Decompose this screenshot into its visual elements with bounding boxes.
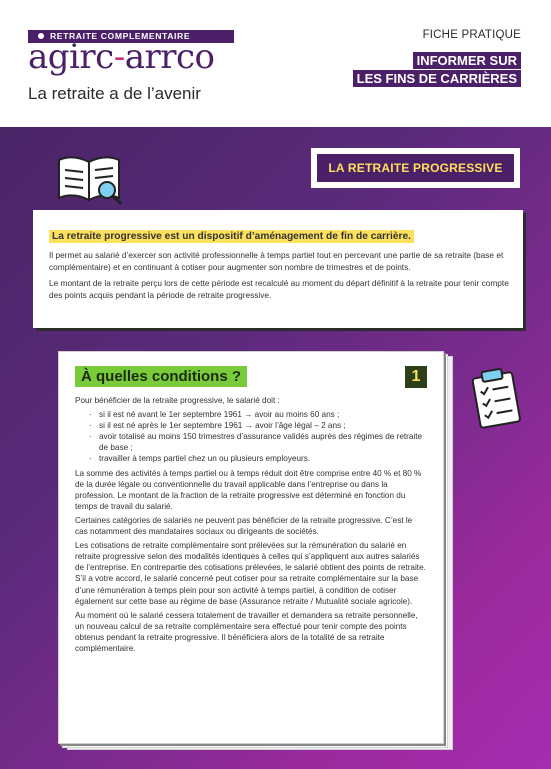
list-item: · travailler à temps partiel chez un ou plusieurs employeurs. <box>99 453 427 464</box>
intro-box <box>33 210 523 328</box>
book-magnifier-icon <box>55 150 125 206</box>
fiche-label: FICHE PRATIQUE <box>422 29 521 41</box>
section-number: 1 <box>405 366 427 388</box>
logo-left: agirc <box>28 37 114 77</box>
logo-separator: - <box>113 37 125 77</box>
list-item: · si il est né après le 1er septembre 1961 → avoir l’âge légal – 2 ans ; <box>99 420 427 431</box>
section-body <box>75 395 427 654</box>
intro-paragraph-1: Il permet au salarié d’exercer son activité professionnelle à temps partiel tout en percevant une partie de sa retraite (base et complémentaire) et en continuant à cotiser pour augmenter son nombre de trimestres et de points. <box>49 250 504 272</box>
conditions-card <box>58 351 444 744</box>
topic-title <box>353 52 521 88</box>
tagline-text: RETRAITE COMPLEMENTAIRE <box>50 31 191 41</box>
paragraph-final-calculation: Au moment où le salarié cessera totalement de travailler et demandera sa retraite personnelle, un nouveau calcul de sa retraite complémentaire sera effectué pour tenir compte des points obtenus pendant la retraite progressive. Il bénéficiera alors de la totalité de sa retraite complémentaire. <box>75 610 418 653</box>
clipboard-checklist-icon <box>470 367 522 429</box>
list-item: · si il est né avant le 1er septembre 1961 → avoir au moins 60 ans ; <box>99 409 427 420</box>
paragraph-exclusions: Certaines catégories de salariés ne peuvent pas bénéficier de la retraite progressive. C’est le cas notamment des mandataires sociaux ou dirigeants de sociétés. <box>75 515 413 537</box>
slogan: La retraite a de l’avenir <box>28 84 201 103</box>
section-badge <box>311 148 520 188</box>
conditions-list <box>75 409 427 464</box>
list-item: · avoir totalisé au moins 150 trimestres d’assurance validés auprès des régimes de retraite de base ; <box>99 431 427 453</box>
logo <box>28 37 215 77</box>
intro-lead: La retraite progressive est un dispositif d’aménagement de fin de carrière. <box>49 230 414 243</box>
header <box>0 0 551 127</box>
logo-right: arrco <box>124 37 215 77</box>
badge-label: LA RETRAITE PROGRESSIVE <box>317 154 514 182</box>
section-title: À quelles conditions ? <box>75 366 247 387</box>
topic-line-1: INFORMER SUR <box>413 52 521 69</box>
intro-paragraph-2: Le montant de la retraite perçu lors de cette période est recalculé au moment du départ définitif à la retraite pour tenir compte des points acquis pendant la période de retraite progressive. <box>49 278 509 301</box>
paragraph-contributions: Les cotisations de retraite complémentaire sont prélevées sur la rémunération du salarié en retraite progressive selon des modalités identiques à celles qui s’appliquent aux autres salariés de l’entreprise. En contrepartie des cotisations prélevées, le salarié obtient des points de retraite. S’il a votre accord, le salarié concerné peut cotiser pour sa retraite complémentaire sur la base d’une rémunération à temps plein pour son activité à temps partiel, à condition de cotiser également sur cette base au régime de base (Assurance retraite / Mutualité sociale agricole). <box>75 541 426 606</box>
conditions-intro: Pour bénéficier de la retraite progressive, le salarié doit : <box>75 396 280 405</box>
paragraph-part-time: La somme des activités à temps partiel ou à temps réduit doit être comprise entre 40 % et 80 % de la durée légale ou conventionnelle du travail applicable dans l’entreprise ou dans la profession. Le montant de la fraction de la retraite progressive est déterminé en fonction du temps de travail du salarié. <box>75 468 422 511</box>
topic-line-2: LES FINS DE CARRIÈRES <box>353 70 521 87</box>
